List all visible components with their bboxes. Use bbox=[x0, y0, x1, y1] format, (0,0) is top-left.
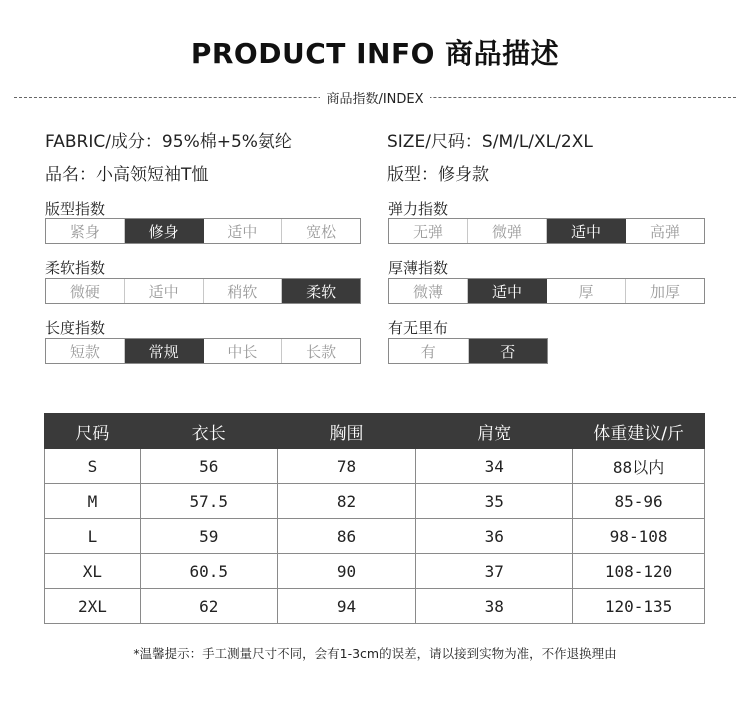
table-cell: 86 bbox=[277, 519, 416, 554]
table-cell: 90 bbox=[277, 554, 416, 589]
index-option: 柔软 bbox=[282, 279, 360, 303]
table-cell: 60.5 bbox=[140, 554, 277, 589]
index-option: 微薄 bbox=[389, 279, 468, 303]
table-cell: 57.5 bbox=[140, 484, 277, 519]
index-option: 否 bbox=[469, 339, 548, 363]
index-option: 微弹 bbox=[468, 219, 547, 243]
table-cell: 38 bbox=[416, 589, 573, 624]
table-cell: 78 bbox=[277, 449, 416, 484]
index-option: 中长 bbox=[204, 339, 283, 363]
table-row bbox=[45, 449, 705, 484]
index-option: 稍软 bbox=[204, 279, 283, 303]
product-name-info: 品名：小高领短袖T恤 bbox=[45, 165, 209, 185]
table-cell: 94 bbox=[277, 589, 416, 624]
table-cell: 108-120 bbox=[573, 554, 705, 589]
stretch-index-label: 弹力指数 bbox=[388, 200, 449, 218]
length-index-label: 长度指数 bbox=[45, 319, 106, 337]
header-size: 尺码 bbox=[45, 414, 141, 449]
index-option: 修身 bbox=[125, 219, 204, 243]
table-row bbox=[45, 589, 705, 624]
table-cell: 120-135 bbox=[573, 589, 705, 624]
index-option: 紧身 bbox=[46, 219, 125, 243]
index-option: 加厚 bbox=[649, 282, 680, 301]
softness-index-label: 柔软指数 bbox=[45, 259, 106, 277]
table-cell: 98-108 bbox=[573, 519, 705, 554]
thickness-index-label: 厚薄指数 bbox=[388, 259, 449, 277]
index-option: 常规 bbox=[125, 339, 204, 363]
index-option: 无弹 bbox=[389, 219, 468, 243]
table-cell: L bbox=[45, 519, 141, 554]
table-cell: 82 bbox=[277, 484, 416, 519]
lining-index-selector bbox=[388, 338, 548, 364]
table-row bbox=[45, 484, 705, 519]
table-cell: 59 bbox=[140, 519, 277, 554]
size-table bbox=[44, 413, 705, 624]
index-option: 适中 bbox=[547, 219, 626, 243]
table-cell: 37 bbox=[416, 554, 573, 589]
table-cell: S bbox=[45, 449, 141, 484]
index-option: 宽松 bbox=[306, 222, 337, 241]
index-option: 长款 bbox=[306, 342, 337, 361]
table-row bbox=[45, 519, 705, 554]
index-option: 适中 bbox=[468, 279, 547, 303]
table-cell: XL bbox=[45, 554, 141, 589]
table-cell: 36 bbox=[416, 519, 573, 554]
fit-index-selector bbox=[45, 218, 361, 244]
section-subtitle-text: 商品指数/INDEX bbox=[320, 92, 429, 107]
fit-index-label: 版型指数 bbox=[45, 200, 106, 218]
stretch-index-selector bbox=[388, 218, 705, 244]
fabric-info: FABRIC/成分：95%棉+5%氨纶 bbox=[45, 132, 292, 152]
table-cell: 34 bbox=[416, 449, 573, 484]
table-cell: M bbox=[45, 484, 141, 519]
table-cell: 85-96 bbox=[573, 484, 705, 519]
softness-index-selector bbox=[45, 278, 361, 304]
page-title: PRODUCT INFO 商品描述 bbox=[190, 37, 560, 70]
section-subtitle bbox=[0, 88, 750, 107]
table-row bbox=[45, 554, 705, 589]
lining-index-label: 有无里布 bbox=[388, 319, 449, 337]
header-shoulder: 肩宽 bbox=[416, 414, 573, 449]
size-info: SIZE/尺码：S/M/L/XL/2XL bbox=[387, 132, 593, 152]
index-option: 高弹 bbox=[649, 222, 680, 241]
index-option: 有 bbox=[389, 339, 469, 363]
table-cell: 88以内 bbox=[573, 449, 705, 484]
index-option: 微硬 bbox=[46, 279, 125, 303]
table-cell: 62 bbox=[140, 589, 277, 624]
size-table-header-row bbox=[45, 414, 705, 449]
index-option: 厚 bbox=[547, 279, 626, 303]
index-option: 短款 bbox=[46, 339, 125, 363]
length-index-selector bbox=[45, 338, 361, 364]
table-cell: 56 bbox=[140, 449, 277, 484]
header-weight: 体重建议/斤 bbox=[573, 414, 705, 449]
table-cell: 35 bbox=[416, 484, 573, 519]
thickness-index-selector bbox=[388, 278, 705, 304]
header-length: 衣长 bbox=[140, 414, 277, 449]
header-chest: 胸围 bbox=[277, 414, 416, 449]
index-option: 适中 bbox=[125, 279, 204, 303]
fit-info: 版型：修身款 bbox=[387, 165, 489, 185]
index-option: 适中 bbox=[204, 219, 283, 243]
table-cell: 2XL bbox=[45, 589, 141, 624]
disclaimer-note: *温馨提示：手工测量尺寸不同，会有1-3cm的误差，请以接到实物为准，不作退换理由 bbox=[133, 646, 617, 661]
